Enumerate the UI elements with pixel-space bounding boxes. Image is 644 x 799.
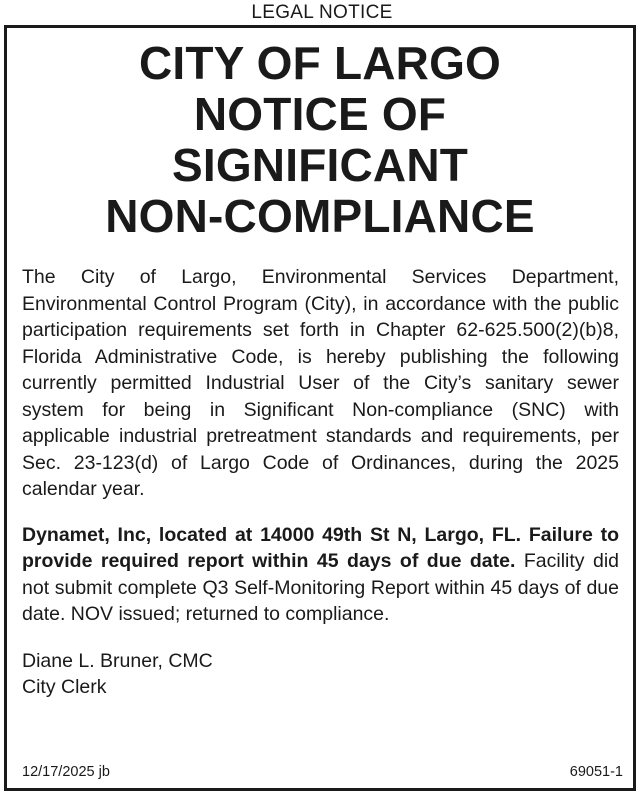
notice-title-line: CITY OF LARGO: [138, 37, 502, 89]
ad-number: 69051-1: [569, 764, 623, 780]
legal-notice-label: LEGAL NOTICE: [251, 2, 393, 23]
footer-row: [22, 764, 623, 780]
notice-title-line: NOTICE OF: [193, 88, 447, 140]
notice-title-line: SIGNIFICANT: [171, 139, 469, 191]
signature-block: [22, 648, 618, 701]
notice-title-line: NON-COMPLIANCE: [105, 190, 535, 242]
publication-date: 12/17/2025 jb: [22, 764, 110, 780]
finding-detail-text: Facility did not submit complete Q3 Self-Monitoring Report within 45 days of due date. NOV issued; returned to compliance.: [22, 550, 620, 625]
finding-bold-text: Dynamet, Inc, located at 14000 49th St N, Largo, FL. Failure to provide required report within 45 days of due date.: [22, 523, 619, 572]
finding-paragraph: [22, 522, 619, 628]
signatory-title: City Clerk: [22, 676, 107, 698]
notice-title: [7, 38, 633, 242]
notice-box: [4, 25, 636, 791]
notice-body-paragraph: The City of Largo, Environmental Services Department, Environmental Control Program (City), in accordance with the public participation requirements set forth in Chapter 62-625.500(2)(b)8, Florida Administrative Code, is hereby publishing the following currently permitted Industrial User of the City’s sanitary sewer system for being in Significant Non-compliance (SNC) with applicable industrial pretreatment standards and requirements, per Sec. 23-123(d) of Largo Code of Ordinances, during the 2025 calendar year.: [22, 266, 619, 500]
signatory-name: Diane L. Bruner, CMC: [22, 649, 213, 672]
